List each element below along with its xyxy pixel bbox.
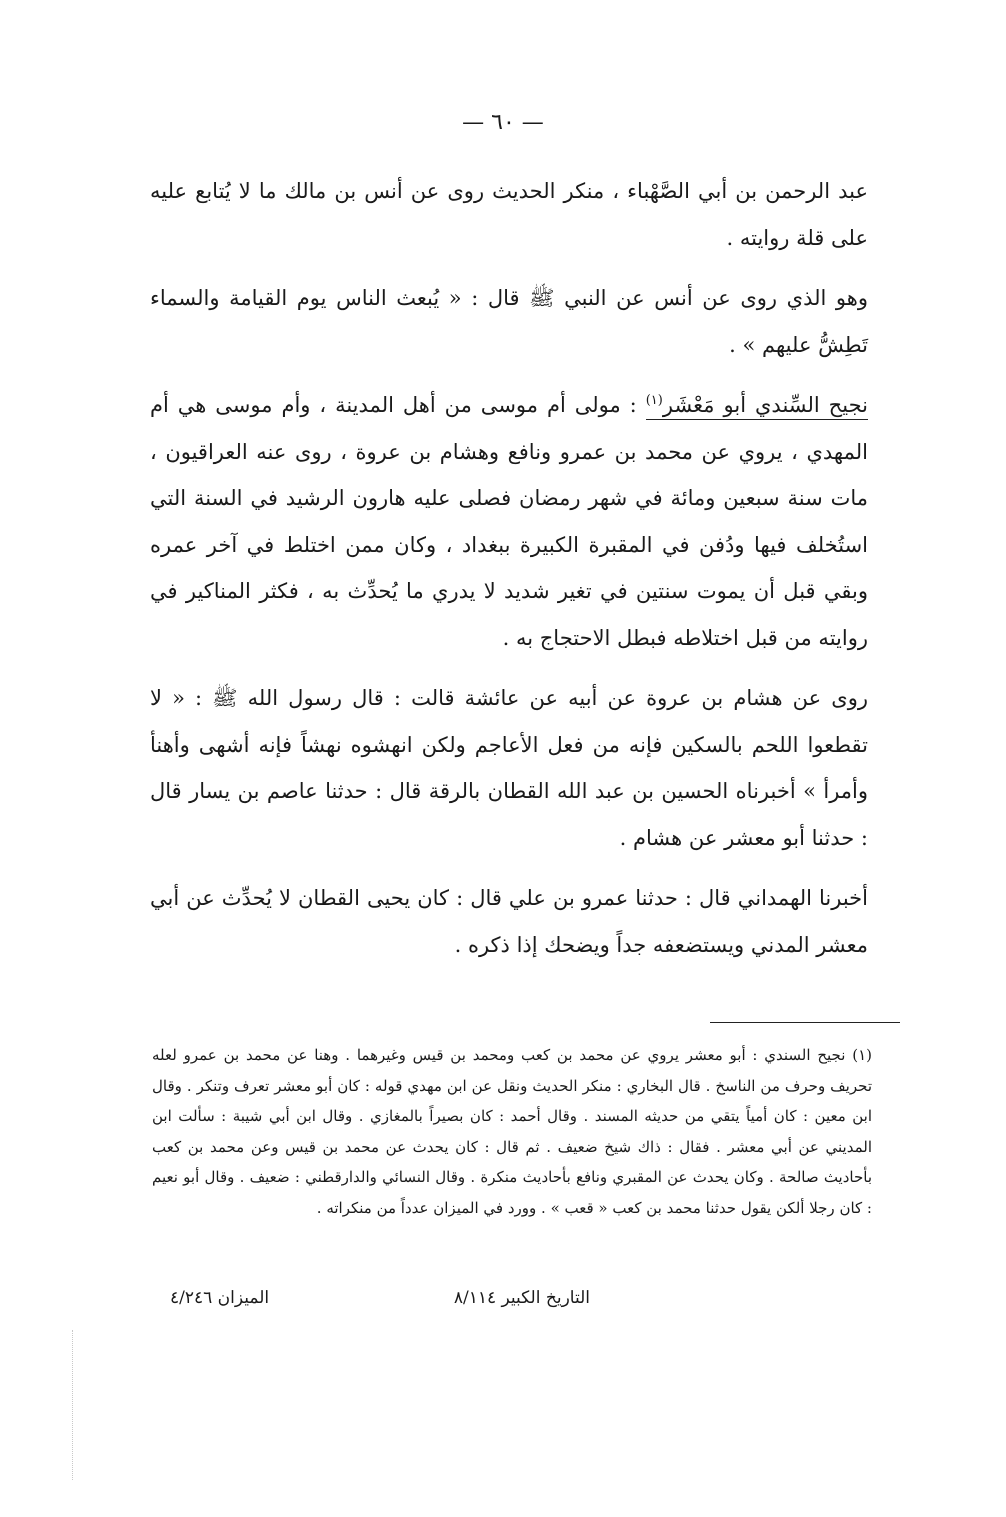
paragraph-5: أخبرنا الهمداني قال : حدثنا عمرو بن علي قال : كان يحيى القطان لا يُحدِّث عن أبي معشر المدني ويستضعفه جداً ويضحك إذا ذكره . xyxy=(150,886,868,957)
entry-heading-text: نجيح السِّندي أبو مَعْشَر xyxy=(662,393,868,417)
entry-separator: : xyxy=(620,393,637,417)
entry-heading xyxy=(646,393,868,420)
scan-artifact-line xyxy=(72,1330,73,1480)
reference-mizan: الميزان ٤/٢٤٦ xyxy=(170,1288,270,1308)
paragraph-4: روى عن هشام بن عروة عن أبيه عن عائشة قالت : قال رسول الله ﷺ : « لا تقطعوا اللحم بالسكين فإنه من فعل الأعاجم ولكن انهشوه نهشاً فإنه أشهى وأهنأ وأمرأ » أخبرناه الحسين بن عبد الله القطان بالرقة قال : حدثنا عاصم بن يسار قال : حدثنا أبو معشر عن هشام . xyxy=(150,686,869,850)
paragraph-3 xyxy=(150,382,868,661)
footnote: (١) نجيح السندي : أبو معشر يروي عن محمد بن كعب ومحمد بن قيس وغيرهما . وهنا عن محمد بن عمرو لعله تحريف وحرف من الناسخ . قال البخاري : منكر الحديث ونقل عن ابن مهدي قوله : كان أبو معشر تعرف وتنكر . وقال ابن معين : كان أمياً يتقي من حديثه المسند . وقال أحمد : كان بصيراً بالمغازي . وقال ابن أبي شيبة : سألت ابن المديني عن أبي معشر . فقال : ذاك شيخ ضعيف . ثم قال : كان يحدث عن محمد بن قيس وعن محمد بن كعب بأحاديث صالحة . وكان يحدث عن المقبري ونافع بأحاديث منكرة . وقال النسائي والدارقطني : ضعيف . وقال أبو نعيم : كان رجلا ألكن يقول حدثنا محمد بن كعب « قعب » . وورد في الميزان عدداً من منكراته . xyxy=(152,1046,872,1217)
page-number: — ٦٠ — xyxy=(462,110,544,135)
footnote-divider xyxy=(710,1022,900,1023)
references xyxy=(170,1288,590,1308)
paragraph-2: وهو الذي روى عن أنس عن النبي ﷺ قال : « يُبعث الناس يوم القيامة والسماء تَطِشُّ عليهم » . xyxy=(150,286,868,357)
entry-body: مولى أم موسى من أهل المدينة ، وأم موسى هي أم المهدي ، يروي عن محمد بن عمرو ونافع وهشام بن عروة ، روى عنه العراقيون ، مات سنة سبعين ومائة في شهر رمضان فصلى عليه هارون الرشيد في السنة التي استُخلف فيها ودُفن في المقبرة الكبيرة ببغداد ، وكان ممن اختلط في آخر عمره وبقي قبل أن يموت سنتين في تغير شديد لا يدري ما يُحدِّث به ، فكثر المناكير في روايته من قبل اختلاطه فبطل الاحتجاج به . xyxy=(150,393,868,650)
reference-tarikh: التاريخ الكبير ٨/١١٤ xyxy=(453,1288,590,1308)
main-text xyxy=(150,168,868,982)
paragraph-1: عبد الرحمن بن أبي الصَّهْباء ، منكر الحديث روى عن أنس بن مالك ما لا يُتابع عليه على قلة روايته . xyxy=(150,179,868,250)
footnote-marker: (١) xyxy=(645,393,663,408)
